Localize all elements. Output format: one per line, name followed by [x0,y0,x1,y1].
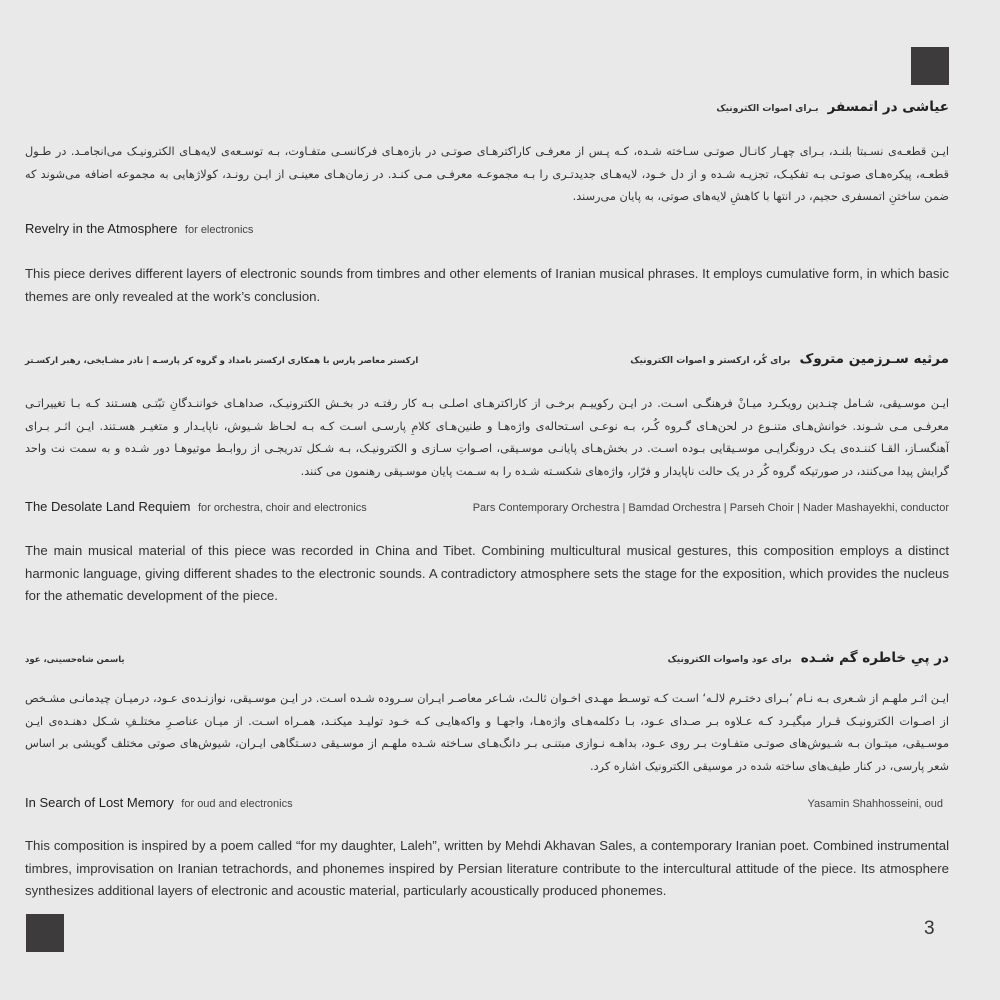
decorative-square-top [911,47,949,85]
section-2-en-subtitle: for orchestra, choir and electronics [197,502,367,514]
section-3-en-title: In Search of Lost Memory [25,795,174,810]
section-2-fa-subtitle: برای کُر، ارکستر و اصوات الکترونیک [630,356,791,366]
section-2-fa-credit: ارکستر معاصر پارس با همکاری ارکستر بامداد و گروه کر پارسـه | نادر مشـایخی، رهبر ارکسـتر [25,356,419,366]
section-3-fa-body: ایـن اثـر ملهـم از شـعری بـه نـام ’بـرای دختـرم لالـه‘ اسـت کـه توسـط مهـدی اخـوان ثالـث، شـاعر معاصـر ایـران سـروده شـده اسـت. در ایـن موسـیقی، نوازنـده‌ی عـود، درمیـان چیدمانـی مشـخص از اصـوات الکترونیـک قـرار میگیـرد کـه عـلاوه بـر صـدای عـود، بـا دکلمه‌هـای واژه‌هـا، واجهـا و واکه‌هایـی کـه خـود تولیـد میکنـد، همـراه اسـت. از میـان عناصـرِ مختلـفِ شـکل دهنـده‌ی ایـن موسـیقی، میتـوان بـه شـیوش‌های صوتـی متفـاوت بـر روی عـود، بداهـه نـوازی مبتنـی بـر دانگ‌هـای سـاخته شـده ملهـم از موسـیقی دسـتگاهی ایـران، شیوش‌های صوتی مختلف گویشی بر اساس شعر پارسی، در کنار طیف‌های ساخته شده در موسیقی الکترونیک اشاره کرد. [25,692,949,773]
section-2-en-credit: Pars Contemporary Orchestra | Bamdad Orchestra | Parseh Choir | Nader Mashayekhi, conductor [472,502,949,514]
section-2-fa-body: ایـن موسـیقی، شـامل چنـدین رویکـرد میـانْ فرهنگـی اسـت. در ایـن رکوییـم برخـی از کاراکترهـای اصلـی بـه کار رفتـه در بخـش الکترونیـک، صداهـای خواننـدگانِ تبّتـی هسـتند کـه بـا تغییراتـی معرفـی مـی شـوند. خوانش‌هـای متنـوع در لحن‌هـای گـروه کُـر، بـه نوعـی اسـتحاله‌ی واژه‌هـا و طنین‌هـای کلامِ پارسـی اسـت کـه بـه لحـاظ شـیوش، ناپایـدار و متغیـر هسـتند. ایـن اثـر بـرای آهنگسـاز، القـا کننـده‌ی یـک درونگرایـی موسـیقایی بـوده اسـت. در بخش‌هـای پایانـی موسـیقی، اصـواتِ سـازی و الکترونیـک، بـه شـکل تدریجـی از روابـط موتیوهـا دور شـده و به سمت نت واحد گرایش پیدا می‌کنند، در صورتیکه گروه کُر در یک حالت ناپایدار و فرّار، واژه‌های شکسـته شـده را به سـمت پایان موسـیقی رهنمون می کنند. [25,397,949,478]
page-number: 3 [924,918,935,939]
section-3-fa-title-row [25,647,949,666]
section-1-en-body: This piece derives different layers of electronic sounds from timbres and other elements of Iranian musical phrases. It employs cumulative form, in which basic themes are only revealed at the work’s conclusion. [25,266,949,304]
section-2-fa-title: مرثیه سـرزمین متروک [799,351,949,367]
section-1-en-title: Revelry in the Atmosphere [25,221,178,236]
section-1-fa-body: ایـن قطعـه‌ی نسـبتا بلنـد، بـرای چهـار کانـال صوتـی سـاخته شـده، کـه پـس از معرفـی کاراکترهـای صوتـی در بازه‌هـای فرکانسـی متفـاوت، بـه توسـعه‌ی لایه‌هـای الکترونیـک می‌انجامـد. در طـول قطعـه، پیکره‌هـای صوتـی بـه تفکیـک، تجزیـه شـده و از دل خـود، لایه‌هـای جدیدتـری را بـه مجموعـه معرفـی مـی کنـد. در زمان‌هـای معینـی از ایـن رونـد، کولاژهایی به مجموعه اضافه می‌شوند که ضمن ساختنِ اتمسفری حجیم، در انتها با کاهشِ لایه‌های صوتی، به پایان می‌رسند. [25,145,949,203]
section-3-en-credit: Yasamin Shahhosseini, oud [807,798,943,810]
section-3-fa-credit: یاسمن شاه‌حسینی، عود [25,655,125,665]
decorative-square-bottom [26,914,64,952]
section-1-fa-subtitle: بـرای اصوات الکترونیک [716,104,819,114]
section-3-en-subtitle: for oud and electronics [181,798,293,810]
section-1-fa-title-row [25,96,949,115]
section-2-en-body: The main musical material of this piece was recorded in China and Tibet. Combining multicultural musical gestures, this composition employs a distinct harmonic language, giving different shades to the electronic sounds. A contradictory atmosphere sets the stage for the exposition, which provides the nucleus for the athematic development of the piece. [25,543,949,603]
section-3-fa-title: در پیِ خاطره گم شـده [800,650,949,666]
section-1-en-subtitle: for electronics [184,224,254,236]
section-1-fa-title: عیاشی در اتمسفر [827,99,949,115]
section-3-fa-subtitle: برای عود واصوات الکترونیک [667,655,792,665]
section-1-en-title-row [25,220,949,238]
section-2-fa-title-row [25,348,949,367]
section-3-en-body: This composition is inspired by a poem called “for my daughter, Laleh”, written by Mehdi Akhavan Sales, a contemporary Iranian poet. Combined instrumental timbres, improvisation on Iranian tetrachords, and phonemes inspired by Persian literature contribute to the intercultural attitude of the piece. Its atmosphere synthesizes additional layers of electronic and acoustic material, particularly acoustically produced phonemes. [25,838,949,898]
section-3-en-title-row [25,794,949,812]
section-2-en-title: The Desolate Land Requiem [25,499,191,514]
section-2-en-title-row [25,498,949,516]
